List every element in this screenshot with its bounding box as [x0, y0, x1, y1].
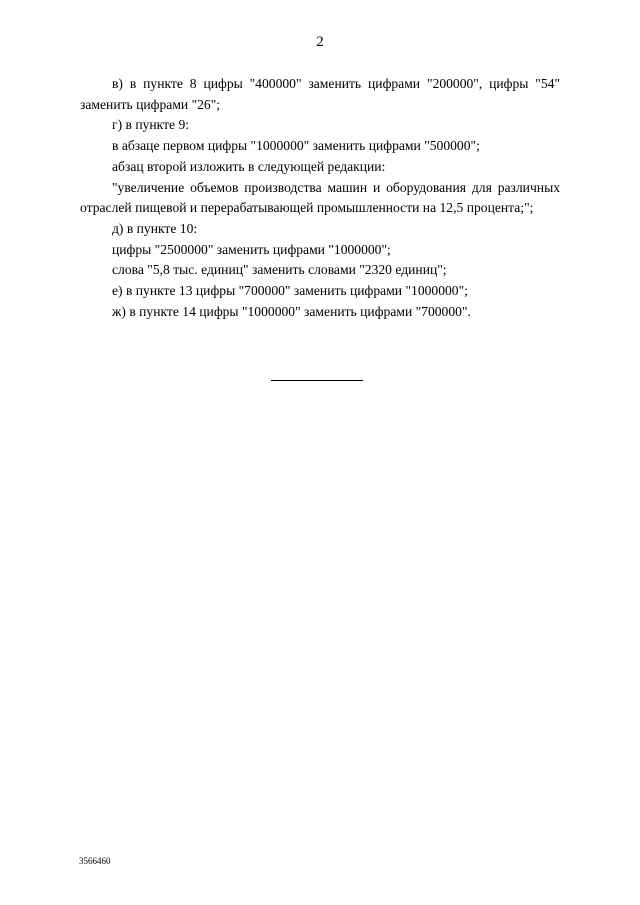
paragraph-item-g-second: абзац второй изложить в следующей редакции:: [112, 158, 386, 174]
document-code: 3566460: [79, 856, 111, 866]
paragraph-item-e: е) в пункте 13 цифры "700000" заменить цифрами "1000000";: [112, 283, 468, 299]
document-body: [80, 74, 560, 322]
paragraph-item-d-digits: цифры "2500000" заменить цифрами "1000000";: [112, 241, 391, 257]
paragraph-item-d: д) в пункте 10:: [112, 220, 198, 236]
paragraph-item-g-first: в абзаце первом цифры "1000000" заменить цифрами "500000";: [112, 138, 480, 154]
page-number: 2: [316, 34, 324, 50]
paragraph-item-d-words: слова "5,8 тыс. единиц" заменить словами "2320 единиц";: [112, 262, 447, 278]
paragraph-item-v: в) в пункте 8 цифры "400000" заменить цифрами "200000", цифры "54" заменить цифрами "26";: [80, 76, 560, 112]
paragraph-item-zh: ж) в пункте 14 цифры "1000000" заменить цифрами "700000".: [112, 303, 471, 319]
separator-line: [271, 380, 363, 381]
paragraph-item-g: г) в пункте 9:: [112, 117, 190, 133]
paragraph-quote: "увеличение объемов производства машин и оборудования для различных отраслей пищевой и перерабатывающей промышленности на 12,5 процента;";: [80, 179, 560, 216]
